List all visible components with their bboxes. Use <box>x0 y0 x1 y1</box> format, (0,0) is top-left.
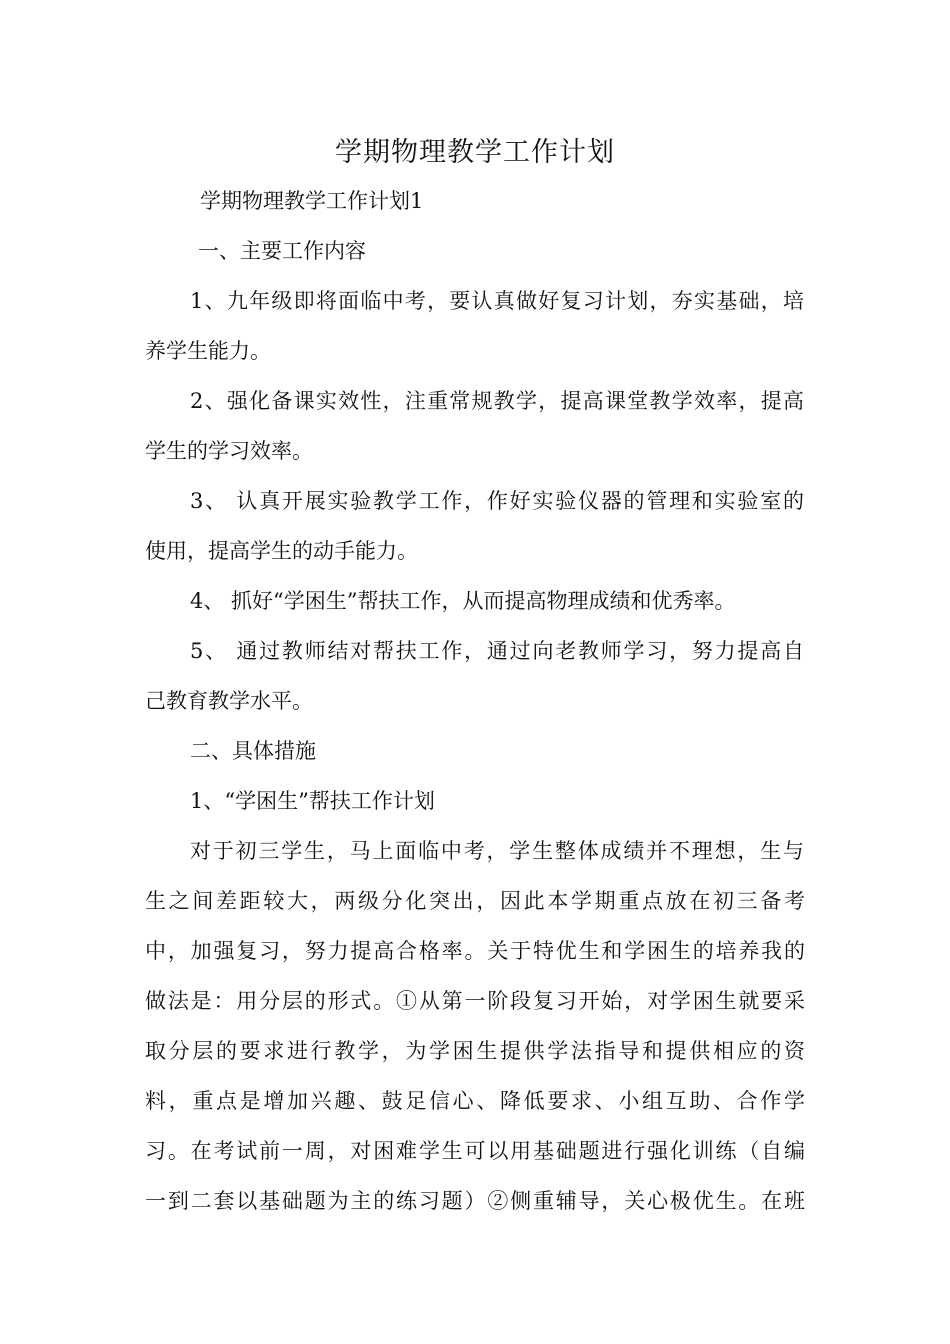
paragraph-line: 对于初三学生，马上面临中考，学生整体成绩并不理想，生与 <box>190 839 804 863</box>
paragraph-line: 己教育教学水平。 <box>145 689 313 713</box>
paragraph-line: 5、 通过教师结对帮扶工作，通过向老教师学习，努力提高自 <box>190 639 804 663</box>
paragraph-line: 2、强化备课实效性，注重常规教学，提高课堂教学效率，提高 <box>190 389 804 413</box>
paragraph-line: 使用，提高学生的动手能力。 <box>145 539 418 563</box>
subsection-heading: 1、“学困生”帮扶工作计划 <box>190 789 435 813</box>
paragraph-line: 料，重点是增加兴趣、鼓足信心、降低要求、小组互助、合作学 <box>145 1089 805 1113</box>
paragraph-line: 习。在考试前一周，对困难学生可以用基础题进行强化训练（自编 <box>145 1139 805 1163</box>
paragraph-line: 1、九年级即将面临中考，要认真做好复习计划，夯实基础，培 <box>190 289 804 313</box>
section-heading: 一、主要工作内容 <box>198 239 366 263</box>
section-heading: 二、具体措施 <box>190 739 316 763</box>
paragraph-line: 养学生能力。 <box>145 339 271 363</box>
paragraph-line: 取分层的要求进行教学，为学困生提供学法指导和提供相应的资 <box>145 1039 805 1063</box>
paragraph-line: 4、 抓好“学困生”帮扶工作，从而提高物理成绩和优秀率。 <box>190 589 736 613</box>
paragraph-line: 3、 认真开展实验教学工作，作好实验仪器的管理和实验室的 <box>190 489 804 513</box>
document-title: 学期物理教学工作计划 <box>335 137 615 168</box>
paragraph-line: 做法是：用分层的形式。①从第一阶段复习开始，对学困生就要采 <box>145 989 805 1013</box>
subtitle-line: 学期物理教学工作计划1 <box>200 189 424 213</box>
paragraph-line: 生之间差距较大，两级分化突出，因此本学期重点放在初三备考 <box>145 889 805 913</box>
paragraph-line: 学生的学习效率。 <box>145 439 313 463</box>
paragraph-line: 中，加强复习，努力提高合格率。关于特优生和学困生的培养我的 <box>145 939 805 963</box>
paragraph-line: 一到二套以基础题为主的练习题）②侧重辅导，关心极优生。在班 <box>145 1189 805 1213</box>
